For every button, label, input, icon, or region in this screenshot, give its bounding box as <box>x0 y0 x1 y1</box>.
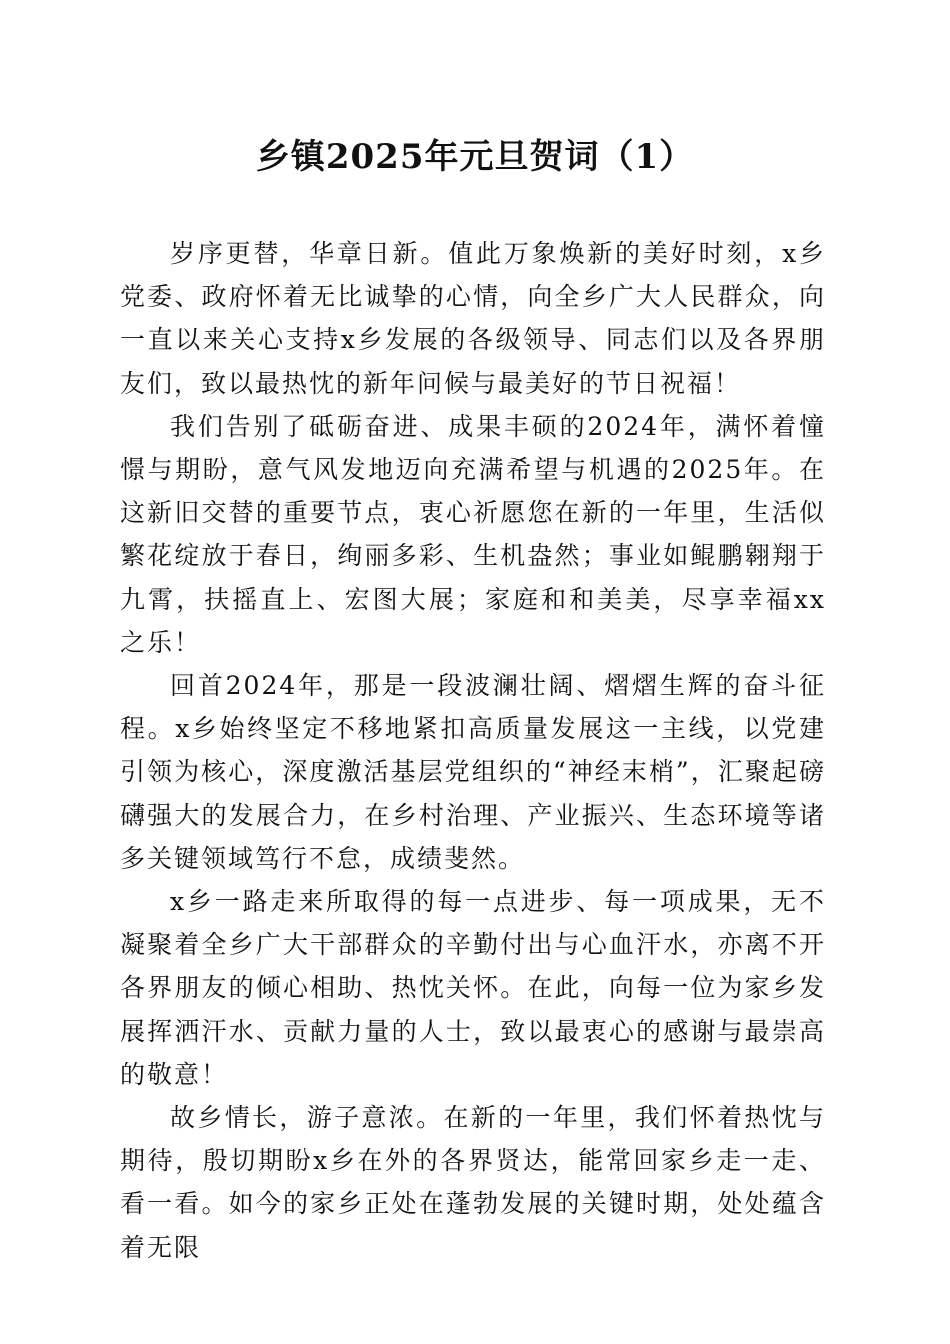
paragraph-4: x乡一路走来所取得的每一点进步、每一项成果，无不凝聚着全乡广大干部群众的辛勤付出与心血汗水，亦离不开各界朋友的倾心相助、热忱关怀。在此，向每一位为家乡发展挥洒汗水、贡献力量的人士，致以最衷心的感谢与最崇高的敬意！ <box>120 887 826 1089</box>
document-body <box>120 232 826 1269</box>
paragraph-1: 岁序更替，华章日新。值此万象焕新的美好时刻，x乡党委、政府怀着无比诚挚的心情，向全乡广大人民群众，向一直以来关心支持x乡发展的各级领导、同志们以及各界朋友们，致以最热忱的新年问候与最美好的节日祝福！ <box>120 239 826 398</box>
paragraph-5: 故乡情长，游子意浓。在新的一年里，我们怀着热忱与期待，殷切期盼x乡在外的各界贤达，能常回家乡走一走、看一看。如今的家乡正处在蓬勃发展的关键时期，处处蕴含着无限 <box>120 1103 826 1262</box>
paragraph-2: 我们告别了砥砺奋进、成果丰硕的2024年，满怀着憧憬与期盼，意气风发地迈向充满希望与机遇的2025年。在这新旧交替的重要节点，衷心祈愿您在新的一年里，生活似繁花绽放于春日，绚丽多彩、生机盎然；事业如鲲鹏翱翔于九霄，扶摇直上、宏图大展；家庭和和美美，尽享幸福xx之乐！ <box>120 411 826 657</box>
paragraph-3: 回首2024年，那是一段波澜壮阔、熠熠生辉的奋斗征程。x乡始终坚定不移地紧扣高质量发展这一主线，以党建引领为核心，深度激活基层党组织的“神经末梢”，汇聚起磅礴强大的发展合力，在乡村治理、产业振兴、生态环境等诸多关键领域笃行不怠，成绩斐然。 <box>120 671 826 873</box>
document-title: 乡镇2025年元旦贺词（1） <box>255 137 695 177</box>
